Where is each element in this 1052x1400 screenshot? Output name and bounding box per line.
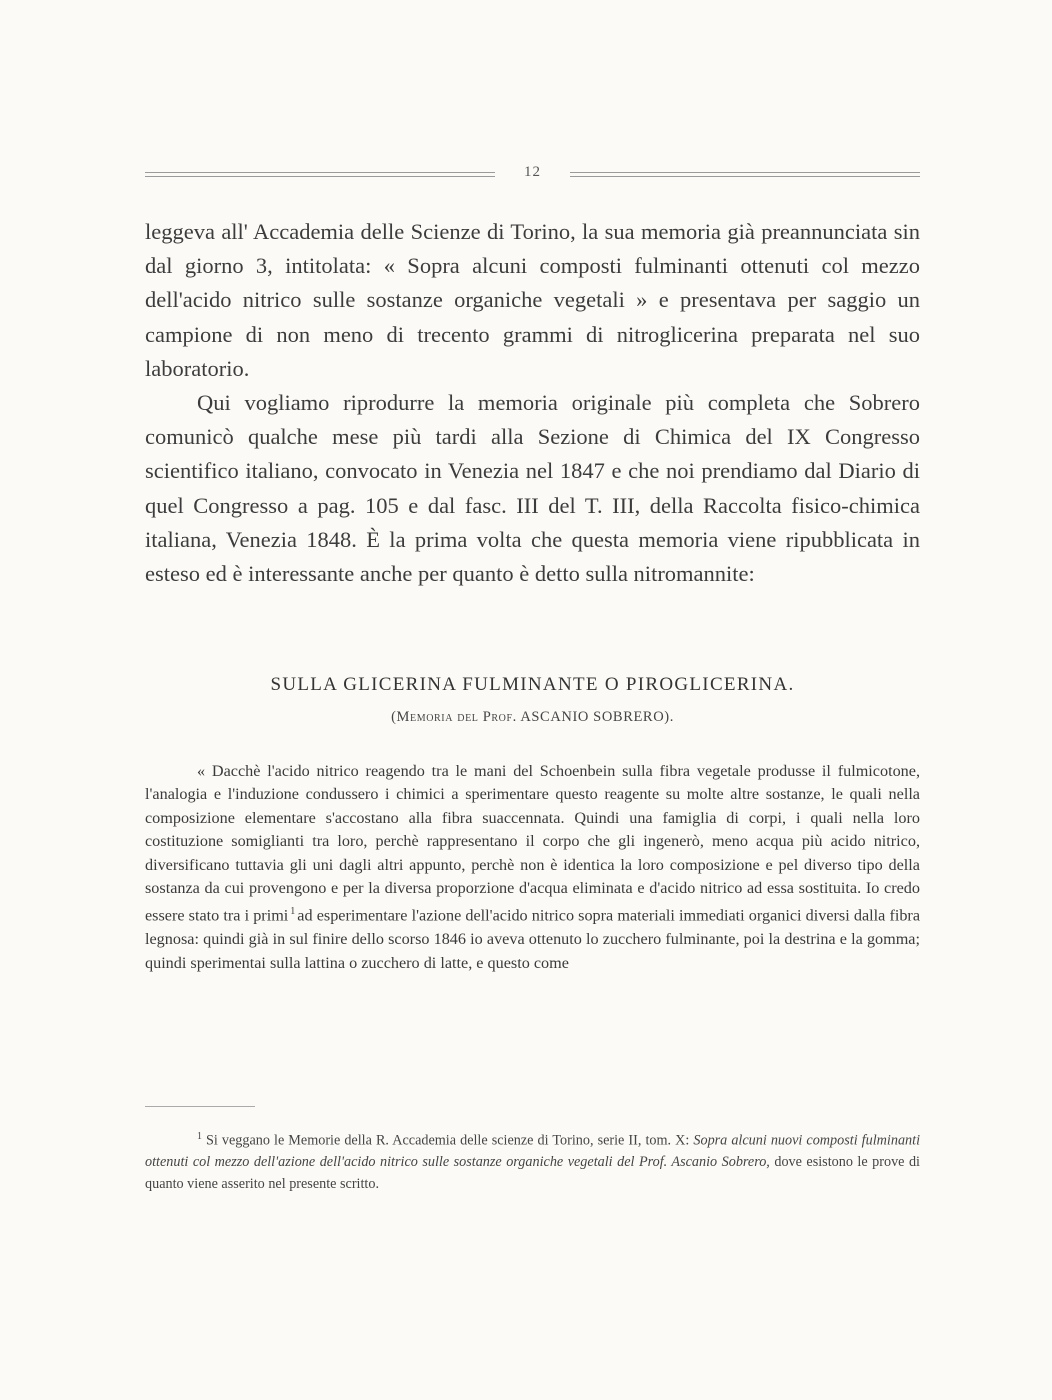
section-subtitle: [145, 709, 920, 726]
page-number: 12: [524, 164, 541, 180]
footnote-text-b: dove esistono le prove di quanto viene asserito nel presente scritto.: [145, 1154, 920, 1192]
subtitle-author: ASCANIO SOBRERO: [520, 709, 665, 725]
footnote-paragraph: [145, 1126, 920, 1195]
subtitle-open: (: [391, 709, 397, 725]
memoir-text-b: ad esperimentare l'azione dell'acido nitrico sopra materiali immediati organici diversi dalla fibra legnosa: quindi già in sul finire dello scorso 1846 io aveva ottenuto lo zucchero fulminante, poi la destrina e la gomma; quindi sperimentai sulla lattina o zucchero di latte, e questo come: [145, 906, 921, 972]
body-paragraph-1: leggeva all' Accademia delle Scienze di Torino, la sua memoria già preannunciata sin dal giorno 3, intitolata: « Sopra alcuni composti fulminanti ottenuti col mezzo dell'acido nitrico sulle sostanze organiche vegetali » e presentava per saggio un campione di non meno di trecento grammi di nitroglicerina preparata nel suo laboratorio.: [145, 219, 920, 381]
section-title: SULLA GLICERINA FULMINANTE O PIROGLICERINA.: [270, 674, 795, 695]
memoir-paragraph: [145, 760, 920, 975]
subtitle-close: ).: [664, 709, 674, 725]
footnote-mark: 1: [197, 1131, 202, 1142]
header-rule-right: [570, 172, 920, 177]
footnote-reference: 1: [290, 906, 296, 918]
header-rule-left: [145, 172, 495, 177]
body-text: [145, 215, 920, 591]
page-header: [145, 166, 920, 186]
footnote-rule: [145, 1106, 255, 1107]
memoir-text: [145, 760, 920, 975]
footnote-title: Sopra alcuni nuovi composti fulminanti ottenuti col mezzo dell'azione dell'acido nitrico sulle sostanze organiche vegetali del Prof. Ascanio Sobrero,: [145, 1132, 921, 1171]
body-paragraph-2: Qui vogliamo riprodurre la memoria originale più completa che Sobrero comunicò qualche mese più tardi alla Sezione di Chimica del IX Congresso scientifico italiano, convocato in Venezia nel 1847 e che noi prendiamo dal Diario di quel Congresso a pag. 105 e dal fasc. III del T. III, della Raccolta fisico-chimica italiana, Venezia 1848. È la prima volta che questa memoria viene ripubblicata in esteso ed è interessante anche per quanto è detto sulla nitromannite:: [145, 390, 920, 587]
footnote: [145, 1126, 920, 1195]
subtitle-label: Memoria del Prof.: [396, 709, 517, 725]
memoir-text-a: « Dacchè l'acido nitrico reagendo tra le mani del Schoenbein sulla fibra vegetale produsse il fulmicotone, l'analogia e l'induzione condussero i chimici a sperimentare questo reagente su molte altre sostanze, le quali nella composizione elementare s'accostano alla fibra suaccennata. Quindi una famiglia di corpi, i quali nella loro costituzione somiglianti tra loro, perchè rappresentano il corpo che gli ingenerò, meno acqua più acido nitrico, diversificano tuttavia gli uni dagli altri appunto, perchè non è identica la loro composizione e pel diverso tipo della sostanza da cui provengono e per la diversa proporzione d'acqua eliminata e d'acido nitrico ad essa sostituita. Io credo essere stato tra i primi: [145, 762, 920, 925]
footnote-text-a: Si veggano le Memorie della R. Accademia delle scienze di Torino, serie II, tom. X:: [206, 1132, 690, 1149]
